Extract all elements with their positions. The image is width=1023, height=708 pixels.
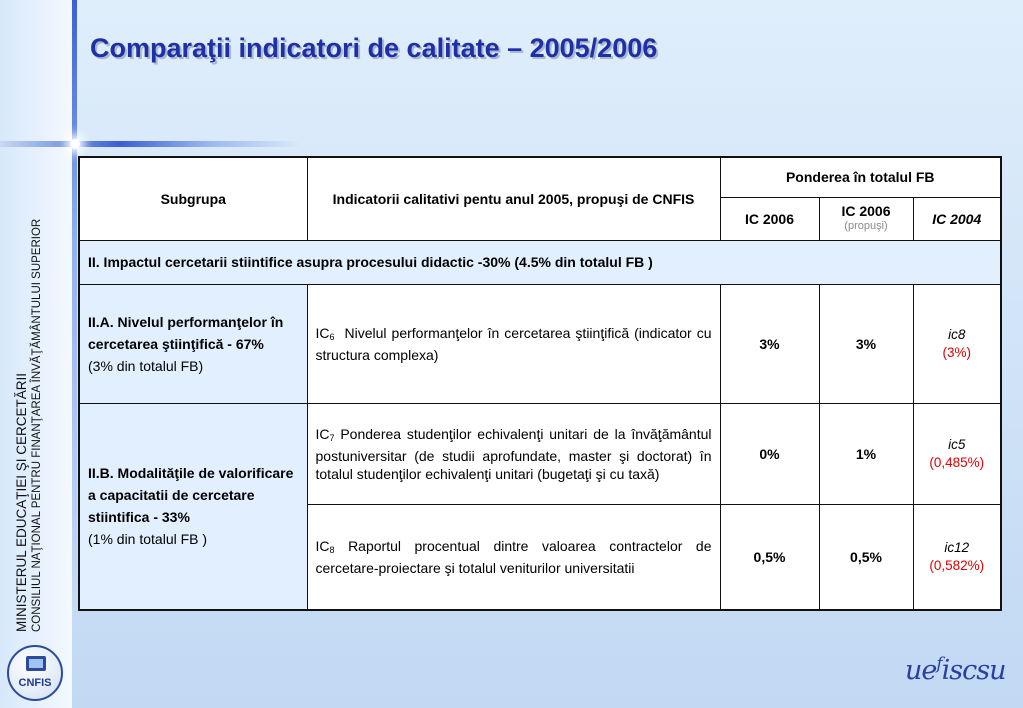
- ic2004-cell: [913, 284, 1001, 403]
- ic2006-proposed-value: 1%: [819, 403, 913, 504]
- header-ic2006-proposed-note: (propuşi): [844, 219, 888, 232]
- ic2006-value: 3%: [720, 284, 819, 403]
- ic2006-proposed-value: 3%: [819, 284, 913, 403]
- sparkle-decoration: [70, 139, 80, 149]
- ministry-label: [13, 219, 45, 632]
- indicator-cell: [307, 403, 720, 504]
- indicators-table: [78, 156, 1002, 611]
- slide-title: Comparaţii indicatori de calitate – 2005/2006: [90, 33, 658, 63]
- indicator-code: IC: [315, 324, 330, 341]
- table-row: [79, 284, 1001, 403]
- indicator-text: Ponderea studenţilor echivalenţi unitari de la învăţământul postuniversitar (de studii aprofundate, master şi doctorat) în totalul studenţilor echivalenţi unitari (bugetaţi şi cu taxă): [315, 425, 712, 482]
- cnfis-logo: [7, 645, 63, 701]
- ic2004-value: (0,485%): [929, 454, 985, 470]
- header-ic2006-proposed: [819, 197, 913, 240]
- header-ic2006-proposed-label: IC 2006: [841, 202, 891, 219]
- header-ic2004: IC 2004: [913, 197, 1001, 240]
- indicator-cell: [307, 284, 720, 403]
- vertical-accent-bar: [72, 0, 77, 600]
- indicator-code-sub: 7: [329, 432, 335, 443]
- table-row: [79, 403, 1001, 504]
- subgroup-cell-b: [79, 403, 307, 610]
- computer-monitor-icon: [26, 656, 46, 671]
- header-weight-group: Ponderea în totalul FB: [720, 157, 1001, 197]
- indicator-code: IC: [315, 537, 330, 554]
- indicator-cell: [307, 504, 720, 610]
- wordmark-prefix: ue: [905, 655, 937, 686]
- header-ic2006: IC 2006: [720, 197, 819, 240]
- subgroup-a-subtitle: (3% din totalul FB): [88, 357, 204, 374]
- ic2004-value: (0,582%): [929, 557, 985, 573]
- ic2006-proposed-value: 0,5%: [819, 504, 913, 610]
- section-title: II. Impactul cercetarii stiintifice asupra procesului didactic -30% (4.5% din totalul FB ): [79, 240, 1001, 284]
- header-subgroup: Subgrupa: [79, 157, 307, 240]
- indicator-code-sub: 6: [329, 331, 335, 342]
- ic2004-code: ic12: [944, 539, 970, 555]
- ic2004-code: ic8: [948, 326, 966, 342]
- indicator-text: Raportul procentual dintre valoarea contractelor de cercetare-proiectare şi totalul veniturilor universitatii: [315, 537, 712, 576]
- cnfis-logo-text: CNFIS: [18, 677, 52, 689]
- indicator-text: Nivelul performanţelor în cercetarea ştiinţifică (indicator cu structura complexa): [315, 324, 712, 363]
- ic2004-value: (3%): [942, 344, 971, 360]
- section-row: [79, 240, 1001, 284]
- ic2006-value: 0,5%: [720, 504, 819, 610]
- subgroup-b-title: II.B. Modalităţile de valorificare a capacitatii de cercetare stiintifica - 33%: [88, 465, 294, 526]
- ic2004-cell: [913, 403, 1001, 504]
- table-header-row: [79, 157, 1001, 197]
- horizontal-accent-bar: [0, 141, 300, 147]
- ic2004-code: ic5: [948, 436, 966, 452]
- uefiscsu-wordmark: [905, 655, 1006, 686]
- subgroup-b-subtitle: (1% din totalul FB ): [88, 531, 208, 548]
- wordmark-suffix: iscsu: [941, 655, 1006, 686]
- ic2004-cell: [913, 504, 1001, 610]
- ministry-line-2: CONSILIUL NAŢIONAL PENTRU FINANŢAREA ÎNVĂŢĂMÂNTULUI SUPERIOR: [31, 218, 43, 632]
- wordmark-mark: f: [936, 654, 942, 674]
- indicator-code-sub: 8: [329, 544, 335, 555]
- ministry-line-1: MINISTERUL EDUCAŢIEI ŞI CERCETĂRII: [14, 372, 29, 632]
- subgroup-cell-a: [79, 284, 307, 403]
- indicator-code: IC: [315, 425, 330, 442]
- subgroup-a-title: II.A. Nivelul performanţelor în cercetarea ştiinţifică - 67%: [88, 313, 284, 352]
- ic2006-value: 0%: [720, 403, 819, 504]
- header-indicators: Indicatorii calitativi pentu anul 2005, propuşi de CNFIS: [307, 157, 720, 240]
